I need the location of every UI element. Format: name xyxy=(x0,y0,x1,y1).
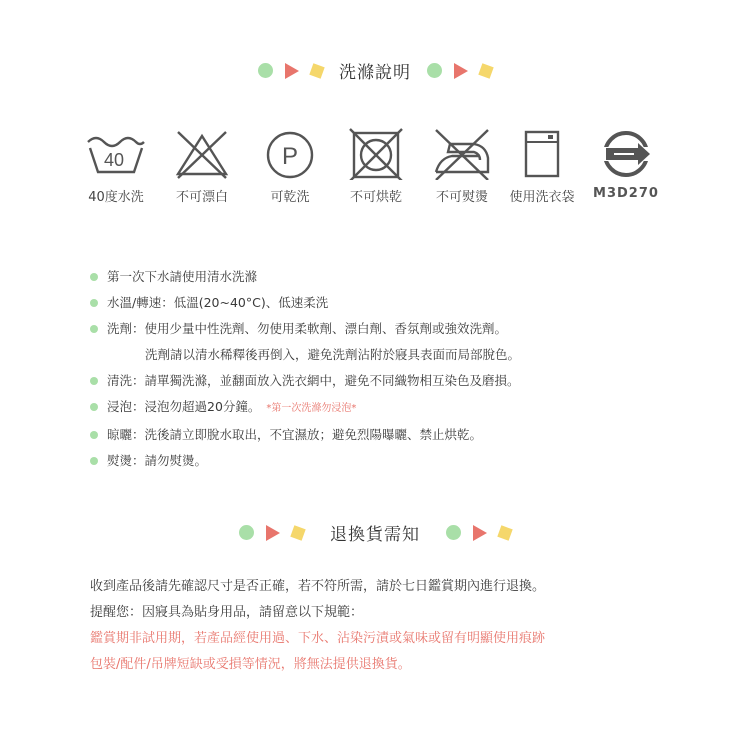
care-instruction-text: 清洗：請單獨洗滌，並翻面放入洗衣網中，避免不同織物相互染色及磨損。 xyxy=(107,373,520,388)
care-symbol-laundry-bag xyxy=(500,128,584,205)
soak-warning-note: *第一次洗滌勿浸泡* xyxy=(266,403,357,414)
no-bleach-icon xyxy=(170,128,234,180)
no-tumble-dry-icon xyxy=(344,128,408,180)
care-symbol-label: 40度水洗 xyxy=(88,190,144,205)
green-dot-icon xyxy=(427,63,442,78)
care-instruction-text: 浸泡：浸泡勿超過20分鐘。 xyxy=(107,399,261,414)
care-instruction-item xyxy=(90,422,670,448)
green-bullet-icon xyxy=(90,325,98,333)
green-bullet-icon xyxy=(90,431,98,439)
care-heading xyxy=(0,58,750,83)
care-instruction-item xyxy=(90,394,670,422)
yellow-square-icon xyxy=(309,63,324,78)
heading-decoration-right xyxy=(446,525,511,541)
laundry-bag-icon xyxy=(510,128,574,180)
no-iron-icon xyxy=(430,128,494,180)
exchange-notice xyxy=(90,574,690,678)
certification-mark-icon xyxy=(594,128,658,180)
exchange-heading-title: 退換貨需知 xyxy=(330,525,420,545)
green-bullet-icon xyxy=(90,273,98,281)
care-symbol-label: 可乾洗 xyxy=(270,190,310,205)
care-symbol-label: 不可烘乾 xyxy=(349,190,402,205)
red-triangle-icon xyxy=(285,63,299,79)
green-dot-icon xyxy=(239,525,254,540)
green-bullet-icon xyxy=(90,377,98,385)
exchange-warning-line: 包裝/配件/吊牌短缺或受損等情況，將無法提供退換貨。 xyxy=(90,657,411,672)
dry-clean-letter: P xyxy=(281,143,299,170)
heading-decoration-right xyxy=(427,63,492,79)
heading-decoration-left xyxy=(258,63,323,79)
wash-40-number: 40 xyxy=(103,150,125,170)
green-dot-icon xyxy=(258,63,273,78)
red-triangle-icon xyxy=(473,525,487,541)
certification-code: M3D270 xyxy=(593,186,659,201)
care-instruction-item xyxy=(90,290,670,316)
exchange-line: 收到產品後請先確認尺寸是否正確，若不符所需，請於七日鑑賞期內進行退換。 xyxy=(90,579,546,594)
wash-40-icon xyxy=(84,128,148,180)
care-symbol-certification xyxy=(584,128,668,201)
care-instruction-item xyxy=(90,316,670,342)
green-bullet-icon xyxy=(90,299,98,307)
care-instruction-text: 第一次下水請使用清水洗滌 xyxy=(107,269,258,284)
red-triangle-icon xyxy=(454,63,468,79)
green-bullet-icon xyxy=(90,457,98,465)
yellow-square-icon xyxy=(478,63,493,78)
care-symbol-label: 不可漂白 xyxy=(175,190,228,205)
care-instruction-text: 熨燙：請勿熨燙。 xyxy=(107,453,208,468)
care-symbol-dry-clean xyxy=(248,128,332,205)
green-dot-icon xyxy=(446,525,461,540)
exchange-heading xyxy=(0,520,750,545)
care-symbol-label: 不可熨燙 xyxy=(435,190,488,205)
care-symbol-no-tumble-dry xyxy=(334,128,418,205)
exchange-warning-line: 鑑賞期非試用期，若產品經使用過、下水、沾染污漬或氣味或留有明顯使用痕跡 xyxy=(90,631,546,646)
care-instruction-item xyxy=(90,368,670,394)
care-instruction-text: 洗劑：使用少量中性洗劑、勿使用柔軟劑、漂白劑、香氛劑或強效洗劑。 xyxy=(107,321,508,336)
care-symbol-label: 使用洗衣袋 xyxy=(509,190,575,205)
care-instruction-text: 洗劑請以清水稀釋後再倒入，避免洗劑沾附於寢具表面而局部脫色。 xyxy=(145,347,521,362)
heading-decoration-left xyxy=(239,525,304,541)
care-symbol-no-bleach xyxy=(160,128,244,205)
care-symbols-row xyxy=(90,128,670,218)
care-instruction-text: 晾曬：洗後請立即脫水取出，不宜濕放；避免烈陽曝曬、禁止烘乾。 xyxy=(107,427,483,442)
yellow-square-icon xyxy=(290,525,305,540)
exchange-line: 提醒您：因寢具為貼身用品，請留意以下規範： xyxy=(90,605,364,620)
care-heading-title: 洗滌說明 xyxy=(339,63,411,83)
care-instruction-item xyxy=(90,264,670,290)
yellow-square-icon xyxy=(497,525,512,540)
care-instructions-list xyxy=(90,264,670,474)
red-triangle-icon xyxy=(266,525,280,541)
care-instruction-item xyxy=(90,448,670,474)
care-symbol-no-iron xyxy=(420,128,504,205)
care-instruction-continuation xyxy=(90,342,670,368)
green-bullet-icon xyxy=(90,403,98,411)
care-symbol-wash-40 xyxy=(74,128,158,205)
dry-clean-p-icon xyxy=(258,128,322,180)
care-instruction-text: 水溫/轉速：低溫(20~40°C)、低速柔洗 xyxy=(107,295,329,310)
